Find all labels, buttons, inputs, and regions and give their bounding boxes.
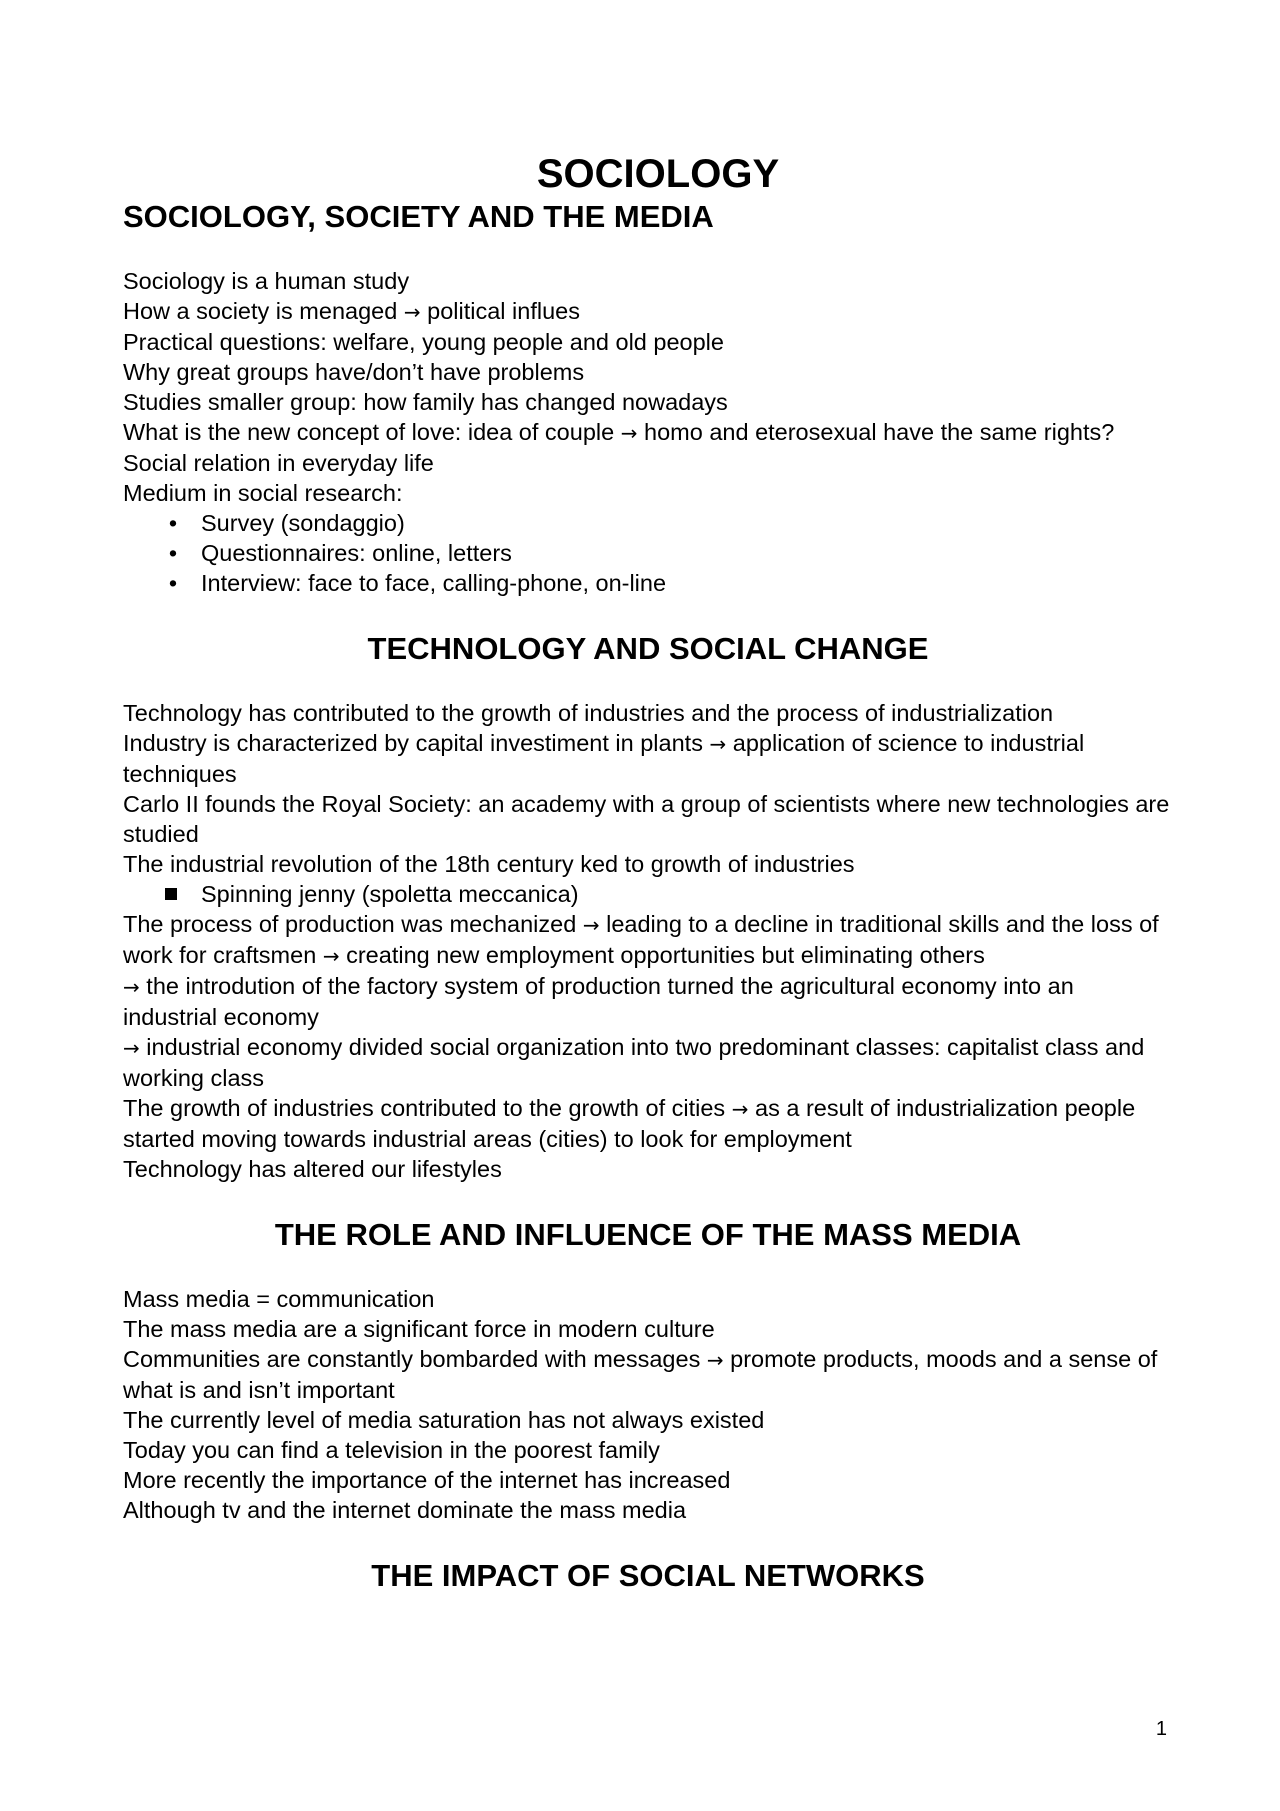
bullet-icon: •: [168, 540, 178, 566]
document-title: SOCIOLOGY: [536, 152, 780, 196]
text-line: → industrial economy divided social organization into two predominant classes: capitalist class and working class: [123, 1034, 1145, 1091]
text-line: What is the new concept of love: idea of couple → homo and eterosexual have the same rights?: [123, 419, 1115, 445]
section-heading: TECHNOLOGY AND SOCIAL CHANGE: [367, 631, 929, 666]
text-line: Although tv and the internet dominate the mass media: [123, 1497, 687, 1523]
document-page: [123, 150, 1173, 1625]
text-line: Today you can find a television in the poorest family: [123, 1437, 660, 1463]
text-line: Mass media = communication: [123, 1286, 435, 1312]
text-line: → the introdution of the factory system of production turned the agricultural economy into an industrial economy: [123, 973, 1074, 1030]
technology-section: [123, 698, 1173, 1184]
page-number: 1: [1155, 1718, 1167, 1740]
text-line: Practical questions: welfare, young people and old people: [123, 329, 724, 355]
bullet-icon: •: [168, 570, 178, 596]
arrow-right-icon: →: [123, 1036, 140, 1060]
section-subtitle: SOCIOLOGY, SOCIETY AND THE MEDIA: [123, 199, 714, 234]
media-section: [123, 1284, 1173, 1525]
text-line: Why great groups have/don’t have problems: [123, 359, 585, 385]
text-line: Industry is characterized by capital investiment in plants → application of science to industrial techniques: [123, 730, 1085, 787]
text-line: The industrial revolution of the 18th century ked to growth of industries: [123, 851, 855, 877]
text-line: Studies smaller group: how family has changed nowadays: [123, 389, 728, 415]
text-line: Sociology is a human study: [123, 268, 410, 294]
arrow-right-icon: →: [706, 1348, 724, 1372]
text-line: Communities are constantly bombarded with messages → promote products, moods and a sense of what is and isn’t important: [123, 1346, 1158, 1403]
list-item: • Questionnaires: online, letters: [123, 538, 1173, 568]
arrow-right-icon: →: [620, 421, 638, 445]
section-heading: THE IMPACT OF SOCIAL NETWORKS: [371, 1558, 925, 1593]
text-line: Social relation in everyday life: [123, 450, 434, 476]
text-line: The currently level of media saturation has not always existed: [123, 1407, 765, 1433]
arrow-right-icon: →: [731, 1097, 749, 1121]
list-item: • Interview: face to face, calling-phone, on-line: [123, 568, 1173, 598]
list-item: Spinning jenny (spoletta meccanica): [123, 879, 1173, 909]
text-line: Medium in social research:: [123, 480, 403, 506]
bullet-icon: •: [168, 510, 178, 536]
arrow-right-icon: →: [322, 944, 340, 968]
text-line: The growth of industries contributed to the growth of cities → as a result of industrialization people started moving towards industrial areas (cities) to look for employment: [123, 1095, 1136, 1152]
intro-section: [123, 266, 1173, 598]
text-line: Technology has contributed to the growth of industries and the process of industrialization: [123, 700, 1054, 726]
text-line: Carlo II founds the Royal Society: an academy with a group of scientists where new technologies are studied: [123, 791, 1170, 847]
list-item: • Survey (sondaggio): [123, 508, 1173, 538]
text-line: The process of production was mechanized → leading to a decline in traditional skills and the loss of work for craftsmen → creating new employment opportunities but eliminating others: [123, 911, 1159, 968]
text-line: The mass media are a significant force in modern culture: [123, 1316, 715, 1342]
text-line: How a society is menaged → political influes: [123, 298, 580, 324]
arrow-right-icon: →: [123, 975, 140, 999]
text-line: More recently the importance of the internet has increased: [123, 1467, 731, 1493]
square-bullet-icon: [165, 888, 177, 900]
arrow-right-icon: →: [582, 913, 600, 937]
section-heading: THE ROLE AND INFLUENCE OF THE MASS MEDIA: [274, 1217, 1022, 1252]
arrow-right-icon: →: [709, 732, 727, 756]
text-line: Technology has altered our lifestyles: [123, 1156, 502, 1182]
arrow-right-icon: →: [403, 300, 421, 324]
